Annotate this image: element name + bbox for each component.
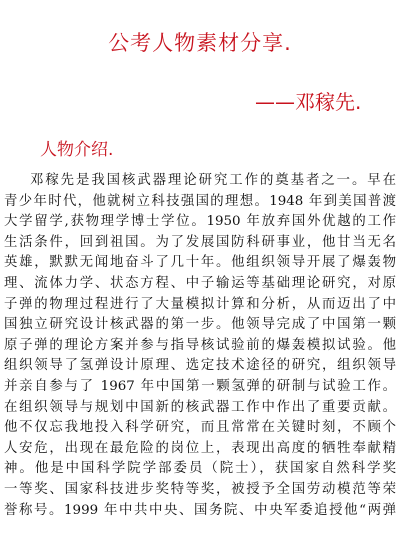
document-author: ——邓稼先. <box>255 90 362 114</box>
body-line: 国独立研究设计核武器的第一步。他领导完成了中国第一颗 <box>4 317 396 333</box>
body-line: 英雄，默默无闻地奋斗了几十年。他组织领导开展了爆轰物 <box>4 255 396 271</box>
body-line: 原子弹的理论方案并参与指导核试验前的爆轰模拟试验。他 <box>4 337 396 353</box>
section-heading: 人物介绍. <box>40 140 114 160</box>
body-line: 理、流体力学、状态方程、中子输运等基础理论研究，对原 <box>4 275 396 291</box>
body-paragraph <box>4 171 396 521</box>
body-line: 邓稼先是我国核武器理论研究工作的奠基者之一。早在 <box>30 173 396 188</box>
body-line: 生活条件，回到祖国。为了发展国防科研事业，他甘当无名 <box>4 234 396 250</box>
document-title: 公考人物素材分享. <box>108 31 292 55</box>
body-line: 一等奖、国家科技进步奖特等奖，被授予全国劳动模范等荣 <box>4 481 396 497</box>
body-line: 他不仅忘我地投入科学研究，而且常常在关键时刻，不顾个 <box>4 420 396 436</box>
body-line: 组织领导了氢弹设计原理、选定技术途径的研究，组织领导 <box>4 358 396 374</box>
body-line: 并亲自参与了 1967 年中国第一颗氢弹的研制与试验工作。 <box>4 378 396 394</box>
body-line: 神。他是中国科学院学部委员（院士），获国家自然科学奖 <box>4 461 396 477</box>
body-line: 青少年时代，他就树立科技强国的理想。1948 年到美国普渡 <box>4 193 396 209</box>
body-line: 誉称号。1999 年中共中央、国务院、中央军委追授他“两弹 <box>4 502 396 518</box>
body-line: 在组织领导与规划中国新的核武器工作中作出了重要贡献。 <box>4 399 396 415</box>
body-line: 大学留学,获物理学博士学位。1950 年放弃国外优越的工作 <box>4 214 396 230</box>
body-line: 子弹的物理过程进行了大量模拟计算和分析，从而迈出了中 <box>4 296 396 312</box>
body-line: 人安危，出现在最危险的岗位上，表现出高度的牺牲奉献精 <box>4 440 396 456</box>
